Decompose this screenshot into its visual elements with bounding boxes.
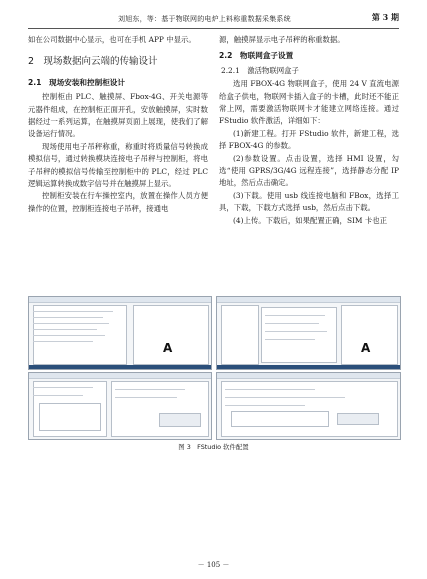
screenshot-parameter-settings — [216, 296, 401, 370]
step-2: (2)参数设置。点击设置，选择 HMI 设置，勾选“使用 GPRS/3G/4G 远程连接”，选择静态分配 IP 地址，然后点击确定。 — [219, 153, 399, 188]
paragraph: 控制柜由 PLC、触摸屏、Fbox-4G、开关电源等元器件组成，在控制柜正面开孔，安放触摸屏，实时数据经过一系列运算，在触摸屏页面上展现，使我们了解设备运行情况。 — [28, 92, 208, 139]
figure-3-screenshots — [28, 296, 399, 438]
running-title: 刘旭东，等：基于物联网的电炉上料称重数据采集系统 — [118, 15, 291, 23]
issue-number: 第 3 期 — [371, 12, 399, 22]
subsubsection-heading-2-2-1: 2.2.1 激活物联网盒子 — [221, 65, 299, 75]
left-intro: 如在公司数据中心显示，也可在手机 APP 中显示。 — [28, 35, 196, 44]
subsection-heading-2-2: 2.2 物联网盒子设置 — [219, 51, 294, 61]
step-1: (1)新建工程。打开 FStudio 软件，新建工程，选择 FBOX-4G 的参数。 — [219, 128, 399, 151]
step-3: (3)下载。使用 usb 线连接电脑和 FBox，选择工具，下载，下载方式选择 usb，然后点击下载。 — [219, 190, 399, 213]
page-header — [28, 8, 399, 29]
right-intro: 源，触摸屏显示电子吊秤的称重数据。 — [219, 35, 345, 44]
left-column — [28, 34, 208, 215]
panel-letter: A — [361, 341, 371, 355]
paragraph: 控制柜安装在行车操控室内，放置在操作人员方便操作的位置，控制柜连接电子吊秤，接通电 — [28, 191, 208, 213]
section-heading: 2 现场数据向云端的传输设计 — [28, 56, 158, 68]
page-number: － 105 － — [197, 561, 230, 569]
paragraph: 现场使用电子吊秤称重，称重时将质量信号转换成模拟信号，通过转换模块连接电子吊秤与控制柜，将电子吊秤的模拟信号传输至控制柜中的 PLC，经过 PLC 逻辑运算转换成数字信号并在触摸屏上显示。 — [28, 141, 208, 189]
paragraph: 选用 FBOX-4G 物联网盒子，使用 24 V 直流电源给盒子供电，物联网卡插入盒子的卡槽，此时还不能正常上网，需要激活物联网卡才能建立网络连接。通过 FStudio 软件激活，详细如下： — [219, 79, 399, 126]
step-4: (4)上传。下载后，如果配置正确，SIM 卡也正 — [233, 215, 388, 225]
subsection-heading-2-1: 2.1 现场安装和控制柜设计 — [28, 77, 125, 87]
screenshot-new-project — [28, 296, 212, 370]
screenshot-download — [28, 372, 212, 440]
panel-letter: A — [163, 341, 173, 355]
right-column — [219, 34, 399, 227]
figure-caption: 图 3 FStudio 软件配置 — [178, 443, 249, 451]
screenshot-upload — [216, 372, 401, 440]
